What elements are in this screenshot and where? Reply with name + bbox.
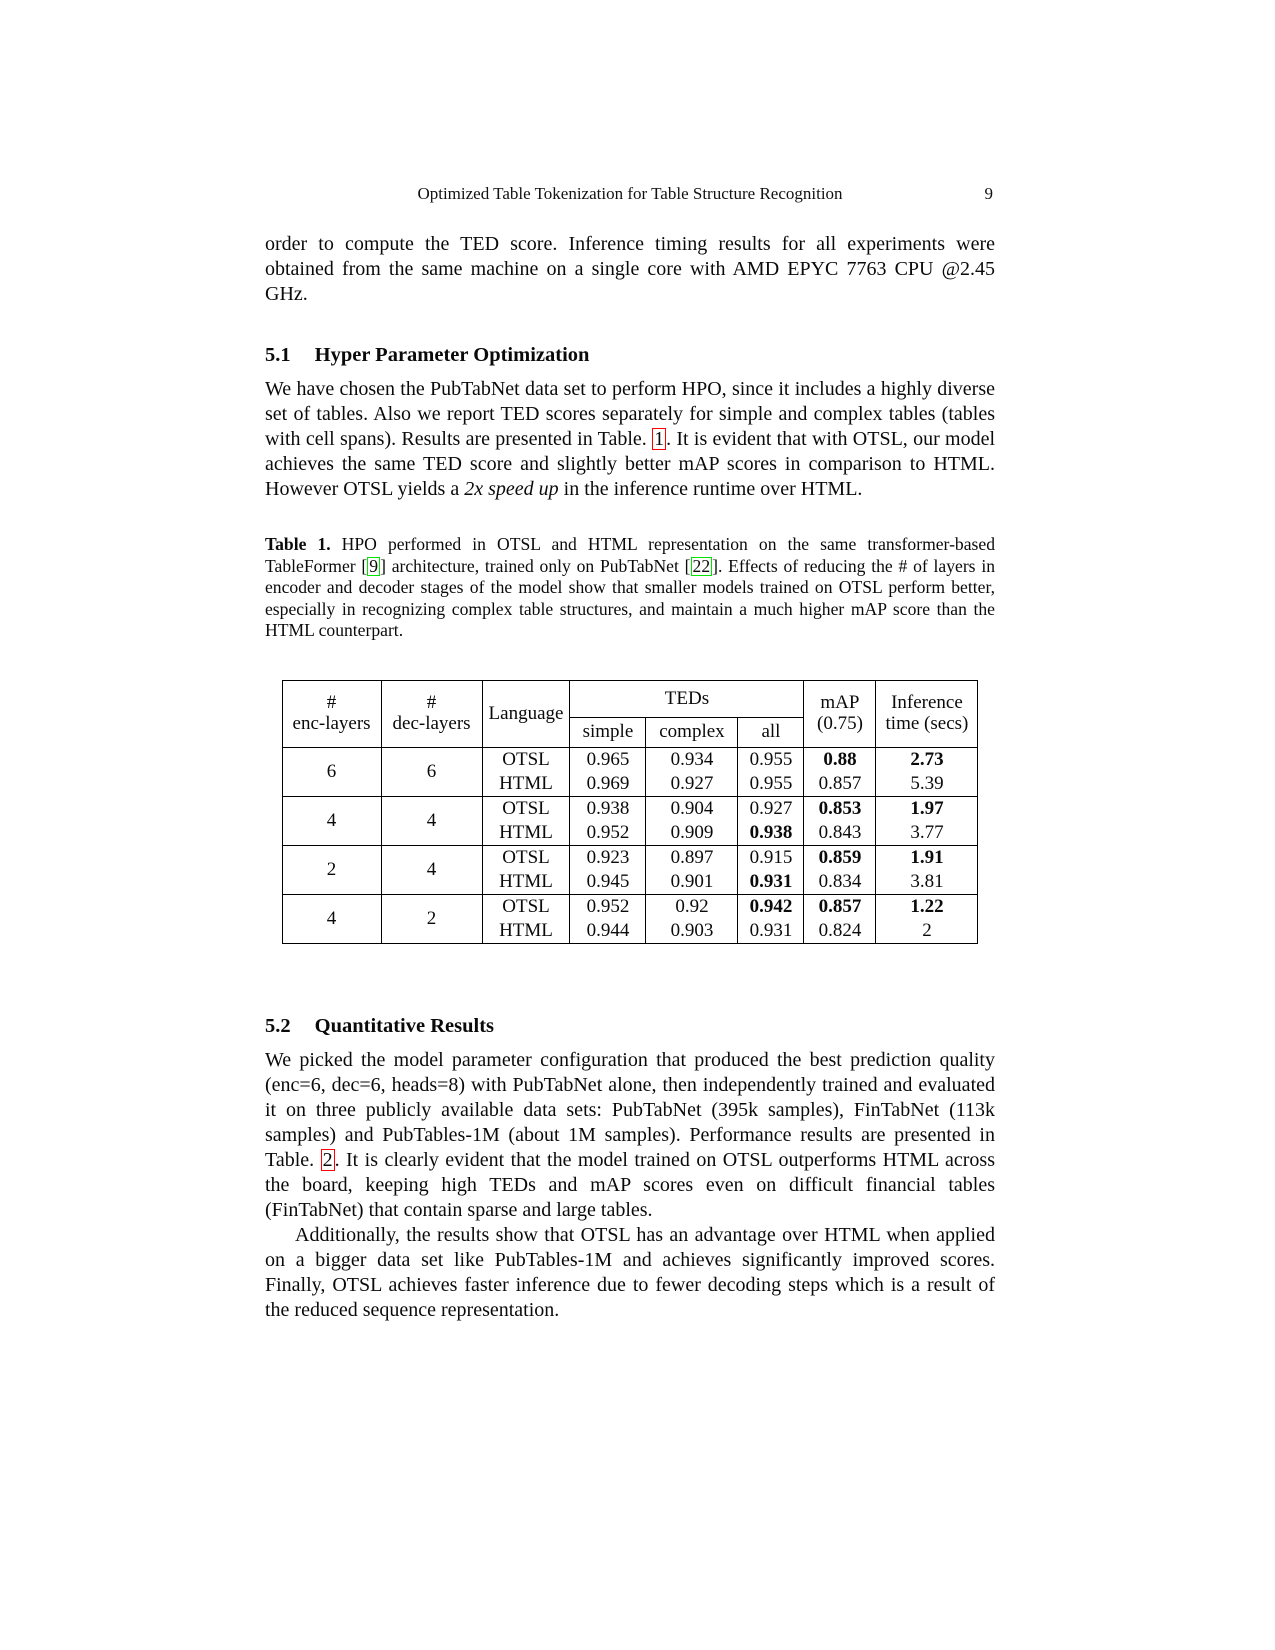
table-row	[282, 796, 978, 821]
cell-teds-all: 0.931	[738, 919, 804, 944]
cell-teds-complex: 0.934	[646, 747, 738, 772]
cell-teds-simple: 0.945	[570, 870, 646, 895]
cell-enc-layers: 4	[282, 894, 381, 943]
table-1-head	[282, 680, 978, 747]
col-header-map: mAP (0.75)	[804, 680, 876, 747]
col-header-enc-layers: # enc-layers	[282, 680, 381, 747]
cell-language: HTML	[482, 919, 570, 944]
col-header-language: Language	[482, 680, 570, 747]
cell-teds-simple: 0.969	[570, 772, 646, 797]
cell-teds-simple: 0.944	[570, 919, 646, 944]
col-header-inference-time: Inference time (secs)	[876, 680, 978, 747]
text-segment: [	[361, 555, 368, 576]
table-1-body	[282, 747, 978, 943]
col-header-teds-complex: complex	[646, 717, 738, 747]
cell-teds-simple: 0.965	[570, 747, 646, 772]
text-segment: . It is evident that with OTSL, our model achieves the same TED score and slightly better mAP scores in comparison to HTML. However OTSL yields a	[265, 428, 996, 500]
running-head	[265, 183, 995, 205]
cell-language: OTSL	[482, 747, 570, 772]
col-header-teds-simple: simple	[570, 717, 646, 747]
text-segment: . Effects of reducing the # of layers in encoder and decoder stages of the model show that smaller models trained on OTSL perform better, especially in recognizing complex table structures, and maintain a much higher mAP score than the HTML counterpart.	[265, 555, 996, 640]
table-2-ref-link[interactable]: 2	[322, 1148, 333, 1171]
caption-label: Table 1.	[265, 534, 331, 554]
col-header-dec-layers: # dec-layers	[381, 680, 482, 747]
table-1	[282, 680, 979, 944]
cell-inference-time: 1.22	[876, 894, 978, 919]
cell-map: 0.88	[804, 747, 876, 772]
cell-teds-simple: 0.923	[570, 845, 646, 870]
table-row	[282, 747, 978, 772]
cell-map: 0.843	[804, 821, 876, 846]
text-segment: ]	[380, 555, 386, 576]
cell-inference-time: 5.39	[876, 772, 978, 797]
section-5-1-title: Hyper Parameter Optimization	[314, 344, 590, 366]
section-5-2-paragraph-1	[265, 1048, 995, 1223]
cell-language: HTML	[482, 772, 570, 797]
table-row	[282, 894, 978, 919]
text-segment: ]	[712, 555, 718, 576]
cell-inference-time: 3.81	[876, 870, 978, 895]
text-segment: 2x speed up	[464, 478, 559, 500]
col-header-teds-all: all	[738, 717, 804, 747]
intro-paragraph	[265, 232, 995, 307]
cell-map: 0.824	[804, 919, 876, 944]
section-5-1-heading	[265, 343, 995, 367]
cell-map: 0.857	[804, 894, 876, 919]
col-header-teds: TEDs	[570, 680, 804, 717]
running-title: Optimized Table Tokenization for Table Structure Recognition	[417, 184, 843, 203]
cell-teds-all: 0.942	[738, 894, 804, 919]
citation-22-link[interactable]: 22	[692, 555, 711, 576]
table-1-ref-link[interactable]: 1	[654, 428, 665, 450]
page-content	[265, 0, 995, 1323]
cell-teds-all: 0.931	[738, 870, 804, 895]
cell-teds-simple: 0.952	[570, 894, 646, 919]
text-segment: HPO performed in OTSL and HTML representation on the same transformer-based TableFormer	[265, 534, 995, 576]
text-segment: architecture, trained only on PubTabNet	[385, 555, 685, 576]
citation-9-link[interactable]: 9	[369, 555, 379, 576]
cell-inference-time: 1.91	[876, 845, 978, 870]
cell-map: 0.853	[804, 796, 876, 821]
cell-teds-all: 0.938	[738, 821, 804, 846]
section-5-2-paragraph-2	[265, 1223, 995, 1323]
cell-map: 0.834	[804, 870, 876, 895]
section-5-2-heading	[265, 1014, 995, 1038]
cell-language: OTSL	[482, 845, 570, 870]
section-5-1-number: 5.1	[265, 344, 291, 366]
text-segment: [	[684, 555, 691, 576]
cell-teds-all: 0.955	[738, 772, 804, 797]
table-row	[282, 845, 978, 870]
section-5-2-number: 5.2	[265, 1014, 291, 1037]
cell-language: HTML	[482, 870, 570, 895]
table-1-caption	[265, 534, 995, 642]
cell-language: OTSL	[482, 894, 570, 919]
cell-enc-layers: 6	[282, 747, 381, 796]
text-segment: order to compute the TED score. Inference timing results for all experiments were obtained from the same machine on a single core with AMD EPYC 7763 CPU @2.45 GHz.	[265, 233, 995, 305]
text-segment: We have chosen the PubTabNet data set to perform HPO, since it includes a highly diverse set of tables. Also we report TED scores separately for simple and complex tables (tables with cell spans). Results are presented in Table.	[265, 378, 995, 450]
cell-teds-all: 0.915	[738, 845, 804, 870]
cell-inference-time: 2.73	[876, 747, 978, 772]
cell-map: 0.859	[804, 845, 876, 870]
cell-language: HTML	[482, 821, 570, 846]
section-5-2-title: Quantitative Results	[314, 1014, 494, 1037]
cell-inference-time: 1.97	[876, 796, 978, 821]
cell-map: 0.857	[804, 772, 876, 797]
text-segment: in the inference runtime over HTML.	[558, 478, 863, 500]
cell-dec-layers: 4	[381, 845, 482, 894]
cell-teds-simple: 0.952	[570, 821, 646, 846]
page-number: 9	[984, 184, 993, 203]
text-segment: We picked the model parameter configuration that produced the best prediction quality (enc=6, dec=6, heads=8) with PubTabNet alone, then independently trained and evaluated it on three publicly available data sets: PubTabNet (395k samples), FinTabNet (113k samples) and PubTables-1M (about 1M samples). Performance results are presented in Table.	[265, 1048, 995, 1171]
text-segment: Additionally, the results show that OTSL has an advantage over HTML when applied on a bigger data set like PubTables-1M and achieves significantly improved scores. Finally, OTSL achieves faster inference due to fewer decoding steps which is a result of the reduced sequence representation.	[265, 1223, 995, 1321]
cell-dec-layers: 4	[381, 796, 482, 845]
cell-enc-layers: 2	[282, 845, 381, 894]
cell-teds-complex: 0.904	[646, 796, 738, 821]
cell-teds-complex: 0.92	[646, 894, 738, 919]
text-segment: . It is clearly evident that the model trained on OTSL outperforms HTML across the board, keeping high TEDs and mAP scores even on difficult financial tables (FinTabNet) that contain sparse and large tables.	[265, 1148, 995, 1221]
cell-language: OTSL	[482, 796, 570, 821]
cell-teds-complex: 0.927	[646, 772, 738, 797]
cell-teds-complex: 0.903	[646, 919, 738, 944]
cell-inference-time: 2	[876, 919, 978, 944]
table-1-container	[265, 680, 995, 944]
cell-teds-all: 0.927	[738, 796, 804, 821]
cell-teds-complex: 0.909	[646, 821, 738, 846]
cell-enc-layers: 4	[282, 796, 381, 845]
cell-dec-layers: 6	[381, 747, 482, 796]
cell-inference-time: 3.77	[876, 821, 978, 846]
cell-teds-complex: 0.897	[646, 845, 738, 870]
cell-dec-layers: 2	[381, 894, 482, 943]
section-5-1-paragraph	[265, 377, 995, 502]
cell-teds-all: 0.955	[738, 747, 804, 772]
cell-teds-simple: 0.938	[570, 796, 646, 821]
cell-teds-complex: 0.901	[646, 870, 738, 895]
